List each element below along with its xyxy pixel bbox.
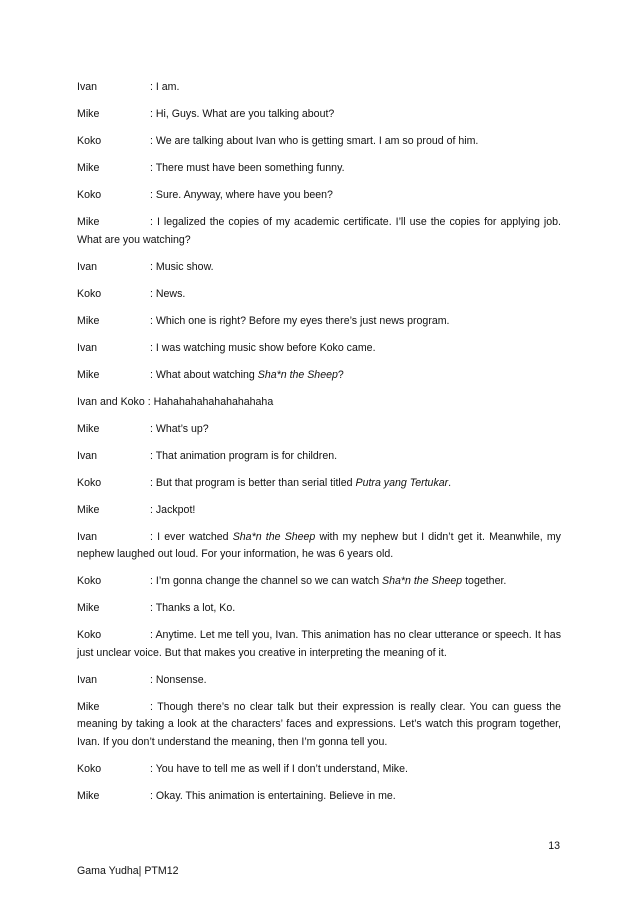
page-number: 13 bbox=[548, 840, 560, 852]
speaker-name: Mike bbox=[77, 108, 100, 120]
speaker-name: Mike bbox=[77, 216, 100, 228]
utterance-text: : Anytime. Let me tell you, Ivan. This animation has no clear utterance or speech. It has just unclear voice. But that makes you creative in interpreting the meaning of it. bbox=[77, 629, 561, 659]
speaker-name: Mike bbox=[77, 162, 100, 174]
speaker-name: Ivan bbox=[77, 449, 98, 462]
dialogue-line bbox=[77, 761, 561, 779]
dialogue-line bbox=[77, 340, 561, 358]
utterance-text: : Okay. This animation is entertaining. Believe in me. bbox=[150, 789, 396, 802]
dialogue-line bbox=[77, 672, 561, 690]
dialogue-line bbox=[77, 79, 561, 97]
dialogue-line bbox=[77, 367, 561, 385]
speaker-name: Mike bbox=[77, 602, 100, 614]
speaker-name: Mike bbox=[77, 789, 100, 802]
speaker-name: Ivan bbox=[77, 530, 98, 543]
utterance-text: . bbox=[448, 476, 452, 489]
dialogue-line bbox=[77, 475, 561, 493]
speaker-name: Ivan bbox=[77, 341, 98, 354]
dialogue-line bbox=[77, 259, 561, 277]
speaker-name: Koko bbox=[77, 189, 102, 201]
utterance-text: : Jackpot! bbox=[150, 503, 196, 516]
utterance-text: : There must have been something funny. bbox=[150, 162, 345, 174]
utterance-text: : That animation program is for children. bbox=[150, 449, 338, 462]
utterance-text: : I am. bbox=[150, 81, 180, 93]
speaker-name: Mike bbox=[77, 503, 100, 516]
utterance-text: : We are talking about Ivan who is getting smart. I am so proud of him. bbox=[150, 135, 479, 147]
program-title: Sha*n the Sheep bbox=[382, 575, 463, 587]
speaker-name: Mike bbox=[77, 368, 100, 381]
speaker-name: Ivan bbox=[77, 673, 98, 686]
dialogue-line bbox=[77, 160, 561, 178]
speaker-name: Koko bbox=[77, 476, 102, 489]
dialogue-line bbox=[77, 106, 561, 124]
speaker-name: Mike bbox=[77, 422, 100, 435]
program-title: Sha*n the Sheep bbox=[232, 530, 316, 543]
dialogue-line bbox=[77, 573, 561, 591]
dialogue-line bbox=[77, 448, 561, 466]
speaker-name: Koko bbox=[77, 629, 102, 641]
utterance-text: : News. bbox=[150, 287, 186, 300]
utterance-text: : I’m gonna change the channel so we can watch bbox=[150, 575, 383, 587]
utterance-text: with my nephew but I didn’t get it. Meanwhile, my nephew laughed out loud. For your information, he was 6 years old. bbox=[77, 530, 561, 560]
utterance-text: : Music show. bbox=[150, 260, 214, 273]
utterance-text: : What’s up? bbox=[150, 422, 209, 435]
utterance-text: ? bbox=[337, 368, 344, 381]
speaker-name: Mike bbox=[77, 314, 100, 327]
utterance-text: : I ever watched bbox=[150, 530, 233, 543]
program-title: Sha*n the Sheep bbox=[257, 368, 338, 381]
utterance-text: : Nonsense. bbox=[150, 673, 207, 686]
dialogue-line bbox=[77, 627, 561, 662]
dialogue-line bbox=[77, 600, 561, 618]
program-title: Putra yang Tertukar bbox=[355, 476, 449, 489]
speaker-name: Mike bbox=[77, 700, 100, 713]
dialogue-line bbox=[77, 313, 561, 331]
dialogue-line bbox=[77, 133, 561, 151]
dialogue-line bbox=[77, 529, 561, 564]
utterance-text: : Hahahahahahahahahaha bbox=[147, 395, 274, 408]
speaker-name: Koko bbox=[77, 762, 102, 775]
dialogue-line bbox=[77, 394, 561, 412]
utterance-text: : Thanks a lot, Ko. bbox=[150, 602, 236, 614]
dialogue-line bbox=[77, 788, 561, 806]
utterance-text: : Hi, Guys. What are you talking about? bbox=[150, 108, 335, 120]
dialogue-line bbox=[77, 421, 561, 439]
dialogue-block bbox=[77, 79, 561, 815]
speaker-name: Ivan bbox=[77, 260, 98, 273]
speaker-name: Koko bbox=[77, 135, 102, 147]
utterance-text: together. bbox=[462, 575, 507, 587]
utterance-text: : I was watching music show before Koko came. bbox=[150, 341, 376, 354]
utterance-text: : But that program is better than serial titled bbox=[150, 476, 356, 489]
dialogue-line bbox=[77, 214, 561, 249]
dialogue-line bbox=[77, 502, 561, 520]
dialogue-line bbox=[77, 286, 561, 304]
utterance-text: : Sure. Anyway, where have you been? bbox=[150, 189, 333, 201]
utterance-text: : What about watching bbox=[150, 368, 258, 381]
utterance-text: : Though there’s no clear talk but their expression is really clear. You can guess the meaning by taking a look at the characters’ faces and expressions. Let’s watch this program together, Ivan. If you don’t understand the meaning, then I’m gonna tell you. bbox=[77, 700, 561, 748]
speaker-name: Ivan and Koko bbox=[77, 395, 145, 408]
dialogue-line bbox=[77, 187, 561, 205]
speaker-name: Koko bbox=[77, 287, 102, 300]
page-footer: Gama Yudha| PTM12 bbox=[77, 865, 179, 877]
utterance-text: : I legalized the copies of my academic certificate. I’ll use the copies for applying job. What are you watching? bbox=[77, 216, 561, 246]
dialogue-line bbox=[77, 699, 561, 752]
speaker-name: Ivan bbox=[77, 81, 98, 93]
speaker-name: Koko bbox=[77, 575, 102, 587]
utterance-text: : Which one is right? Before my eyes there’s just news program. bbox=[150, 314, 450, 327]
utterance-text: : You have to tell me as well if I don’t understand, Mike. bbox=[150, 762, 408, 775]
